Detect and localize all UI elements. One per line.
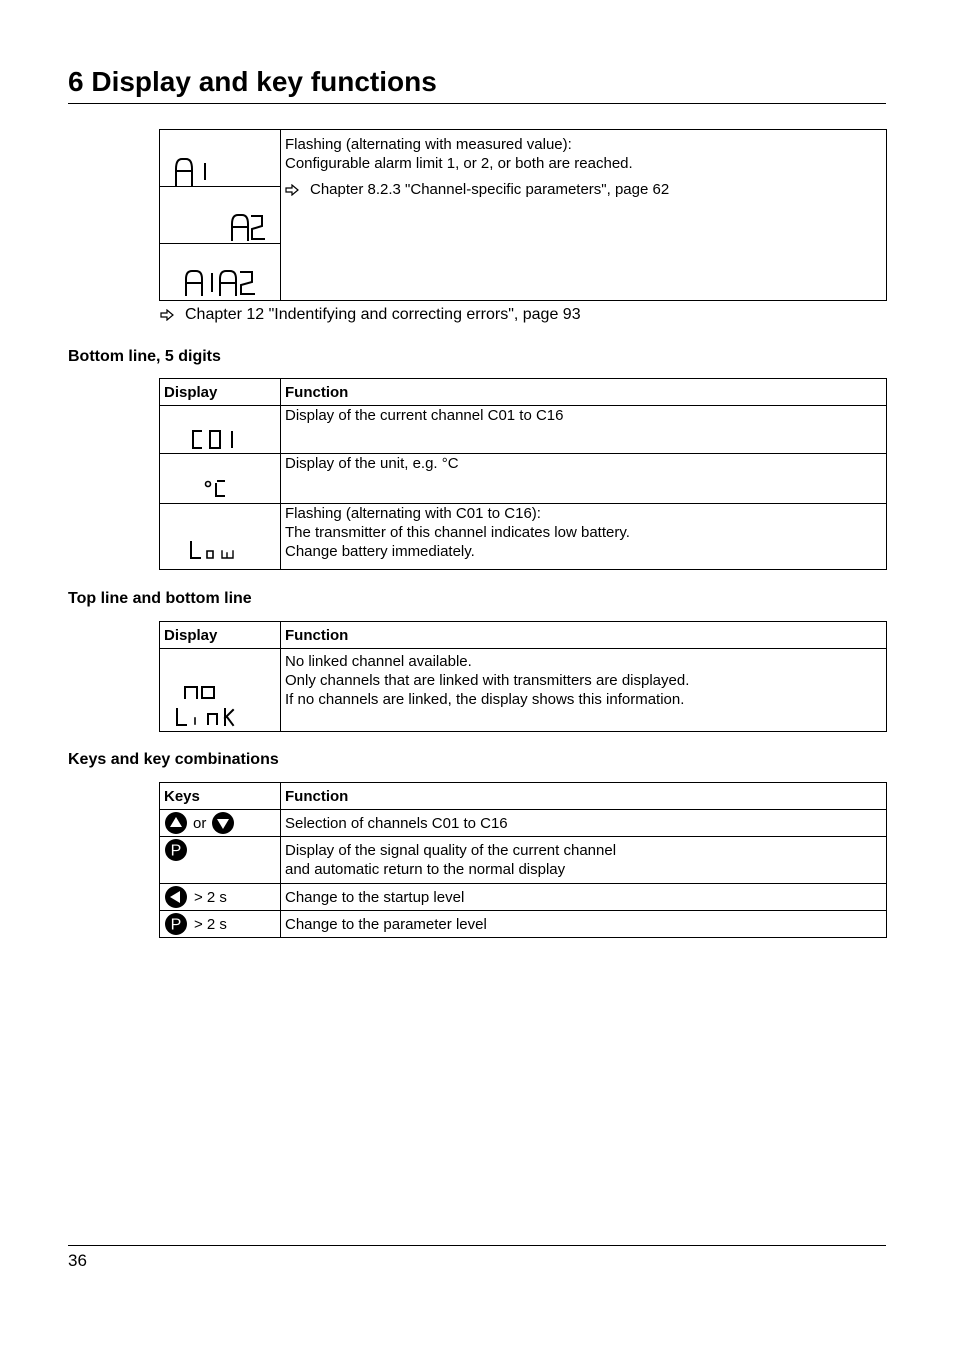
keys-left-cell [160,884,281,911]
function-line: Change to the startup level [285,889,465,906]
col-display-header: Display [160,379,281,406]
function-line: If no channels are linked, the display shows this information. [285,691,685,708]
reference-arrow-icon [160,309,174,321]
function-line: Only channels that are linked with transmitters are displayed. [285,672,690,689]
alarm-function-line1: Flashing (alternating with measured value): [285,136,572,153]
left-arrow-key-icon[interactable] [165,886,187,908]
alarm-reference [285,180,886,199]
function-line: Change to the parameter level [285,916,487,933]
chapter-title: 6 Display and key functions [68,66,437,97]
down-arrow-key-icon[interactable] [212,812,234,834]
col-display-header: Display [160,622,281,649]
function-line: No linked channel available. [285,653,472,670]
low-battery-function [281,504,887,570]
p-key-icon[interactable] [165,839,187,861]
errors-reference-link[interactable]: Chapter 12 "Indentifying and correcting errors", page 93 [185,306,581,323]
low-battery-display [160,504,281,570]
keys-p-long-cell [160,911,281,938]
key-connector: or [193,814,207,832]
alarm-limit-2-display [160,187,281,244]
alarm-reference-link[interactable]: Chapter 8.2.3 "Channel-specific parameters", page 62 [310,181,670,198]
key-function [281,884,887,911]
page-number: 36 [68,1251,87,1270]
bottom-line-heading: Bottom line, 5 digits [68,348,221,365]
col-function-header: Function [281,622,887,649]
unit-display-function [281,454,887,504]
errors-reference [160,305,581,325]
function-line: The transmitter of this channel indicates low battery. [285,524,630,541]
up-arrow-key-icon[interactable] [165,812,187,834]
channel-display [160,406,281,454]
channel-display-function [281,406,887,454]
reference-arrow-icon [285,184,299,196]
keys-p-cell [160,837,281,884]
function-line: Display of the current channel C01 to C16 [285,407,564,424]
key-function [281,837,887,884]
keys-table [159,782,887,938]
col-function-header: Function [281,783,887,810]
no-link-display [160,649,281,732]
keys-heading: Keys and key combinations [68,751,279,768]
unit-display [160,454,281,504]
no-link-function [281,649,887,732]
key-function [281,810,887,837]
function-line: Change battery immediately. [285,543,475,560]
footer-rule [68,1245,886,1246]
col-function-header: Function [281,379,887,406]
function-line: Flashing (alternating with C01 to C16): [285,505,541,522]
alarm-function-line2: Configurable alarm limit 1, or 2, or both are reached. [285,155,633,172]
alarm-function-cell [281,130,887,301]
p-key-letter: P [170,842,182,860]
key-duration: > 2 s [194,888,227,906]
function-line: Selection of channels C01 to C16 [285,815,508,832]
alarm-display-table [159,129,887,301]
p-key-icon[interactable] [165,913,187,935]
function-line: Display of the unit, e.g. °C [285,455,459,472]
function-line: Display of the signal quality of the current channel [285,842,617,859]
key-function [281,911,887,938]
top-bottom-table [159,621,887,732]
function-line: and automatic return to the normal display [285,861,566,878]
alarm-limit-1-display [160,130,281,187]
keys-up-down-cell [160,810,281,837]
p-key-letter: P [170,916,182,934]
top-bottom-heading: Top line and bottom line [68,590,252,607]
col-keys-header: Keys [160,783,281,810]
bottom-line-table [159,378,887,570]
title-rule [68,103,886,104]
key-duration: > 2 s [194,915,227,933]
alarm-limit-1-and-2-display [160,244,281,301]
